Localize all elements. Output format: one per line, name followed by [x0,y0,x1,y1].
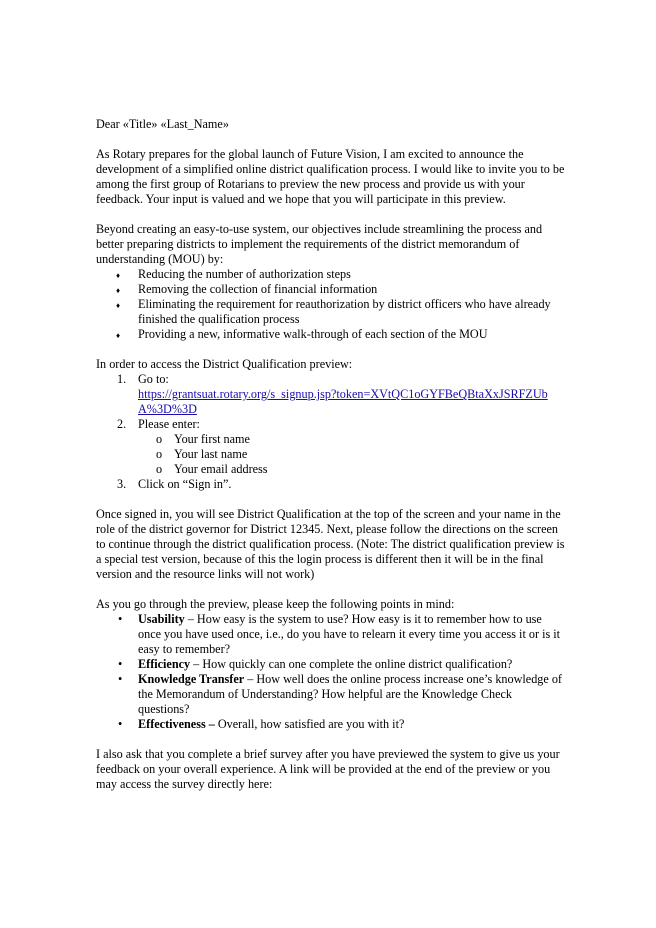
list-item [96,612,566,657]
access-steps [96,372,566,492]
step-3 [96,477,566,492]
step-number: 1. [117,372,127,386]
objectives-intro: Beyond creating an easy-to-use system, our objectives include streamlining the process and better preparing districts to implement the requirements of the district memorandum of understanding (MOU) by: [96,222,543,266]
point-text: Overall, how satisfied are you with it? [214,717,405,731]
circle-bullet-icon: o [156,462,163,476]
diamond-bullet-icon: ♦ [116,286,121,295]
points-intro: As you go through the preview, please keep the following points in mind: [96,597,455,611]
objectives-list [96,267,566,342]
circle-bullet-icon: o [156,432,163,446]
step-label: Click on “Sign in”. [138,477,232,491]
list-item: ♦ Reducing the number of authorization steps [116,267,351,281]
list-item: o Your last name [156,447,248,461]
list-item [96,672,566,717]
greeting: Dear «Title» «Last_Name» [96,117,229,131]
list-item: o Your first name [156,432,250,446]
diamond-bullet-icon: ♦ [116,271,121,280]
point-term: Knowledge Transfer [138,672,245,686]
access-intro: In order to access the District Qualification preview: [96,357,353,371]
letter-body [96,117,566,792]
list-item: ♦ Eliminating the requirement for reauthorization by district officers who have already finished the qualification process [116,297,551,326]
diamond-bullet-icon: ♦ [116,331,121,340]
enter-fields-list [138,432,566,477]
evaluation-points-list [96,612,566,732]
survey-paragraph: I also ask that you complete a brief survey after you have previewed the system to give us your feedback on your overall experience. A link will be provided at the end of the preview or you may access the survey directly here: [96,747,560,791]
dot-bullet-icon: • [118,657,123,671]
point-text: – How easy is the system to use? How easy is it to remember how to use once you have used once, i.e., do you have to relearn it every time you access it or is it easy to remember? [138,612,561,656]
dot-bullet-icon: • [118,717,123,731]
step-label: Go to: [138,372,169,386]
dot-bullet-icon: • [118,612,123,626]
diamond-bullet-icon: ♦ [116,301,121,310]
list-item: ♦ Providing a new, informative walk-through of each section of the MOU [116,327,488,341]
signup-link[interactable]: https://grantsuat.rotary.org/s_signup.jsp?token=XVtQC1oGYFBeQBtaXxJSRFZUbA%3D%3D [138,387,548,416]
point-term: Usability [138,612,185,626]
dot-bullet-icon: • [118,672,123,686]
step-2 [96,417,566,477]
step-number: 2. [117,417,127,431]
circle-bullet-icon: o [156,447,163,461]
step-number: 3. [117,477,127,491]
point-text: – How well does the online process increase one’s knowledge of the Memorandum of Understanding? How helpful are the Knowledge Check questions? [138,672,562,716]
list-item [96,657,566,672]
point-term: Effectiveness – [138,717,215,731]
step-1 [96,372,566,417]
point-term: Efficiency [138,657,191,671]
list-item [96,717,566,732]
list-item: ♦ Removing the collection of financial information [116,282,378,296]
signed-in-paragraph: Once signed in, you will see District Qualification at the top of the screen and your name in the role of the district governor for District 12345. Next, please follow the directions on the screen to continue through the district qualification process. (Note: The district qualification preview is a special test version, because of this the login process is different then it will be in the final version and the resource links will not work) [96,507,565,581]
point-text: – How quickly can one complete the online district qualification? [190,657,513,671]
step-label: Please enter: [138,417,200,431]
intro-paragraph: As Rotary prepares for the global launch of Future Vision, I am excited to announce the development of a simplified online district qualification process. I would like to invite you to be among the first group of Rotarians to preview the new process and provide us with your feedback. Your input is valued and we hope that you will participate in this preview. [96,147,565,206]
list-item: o Your email address [156,462,268,476]
